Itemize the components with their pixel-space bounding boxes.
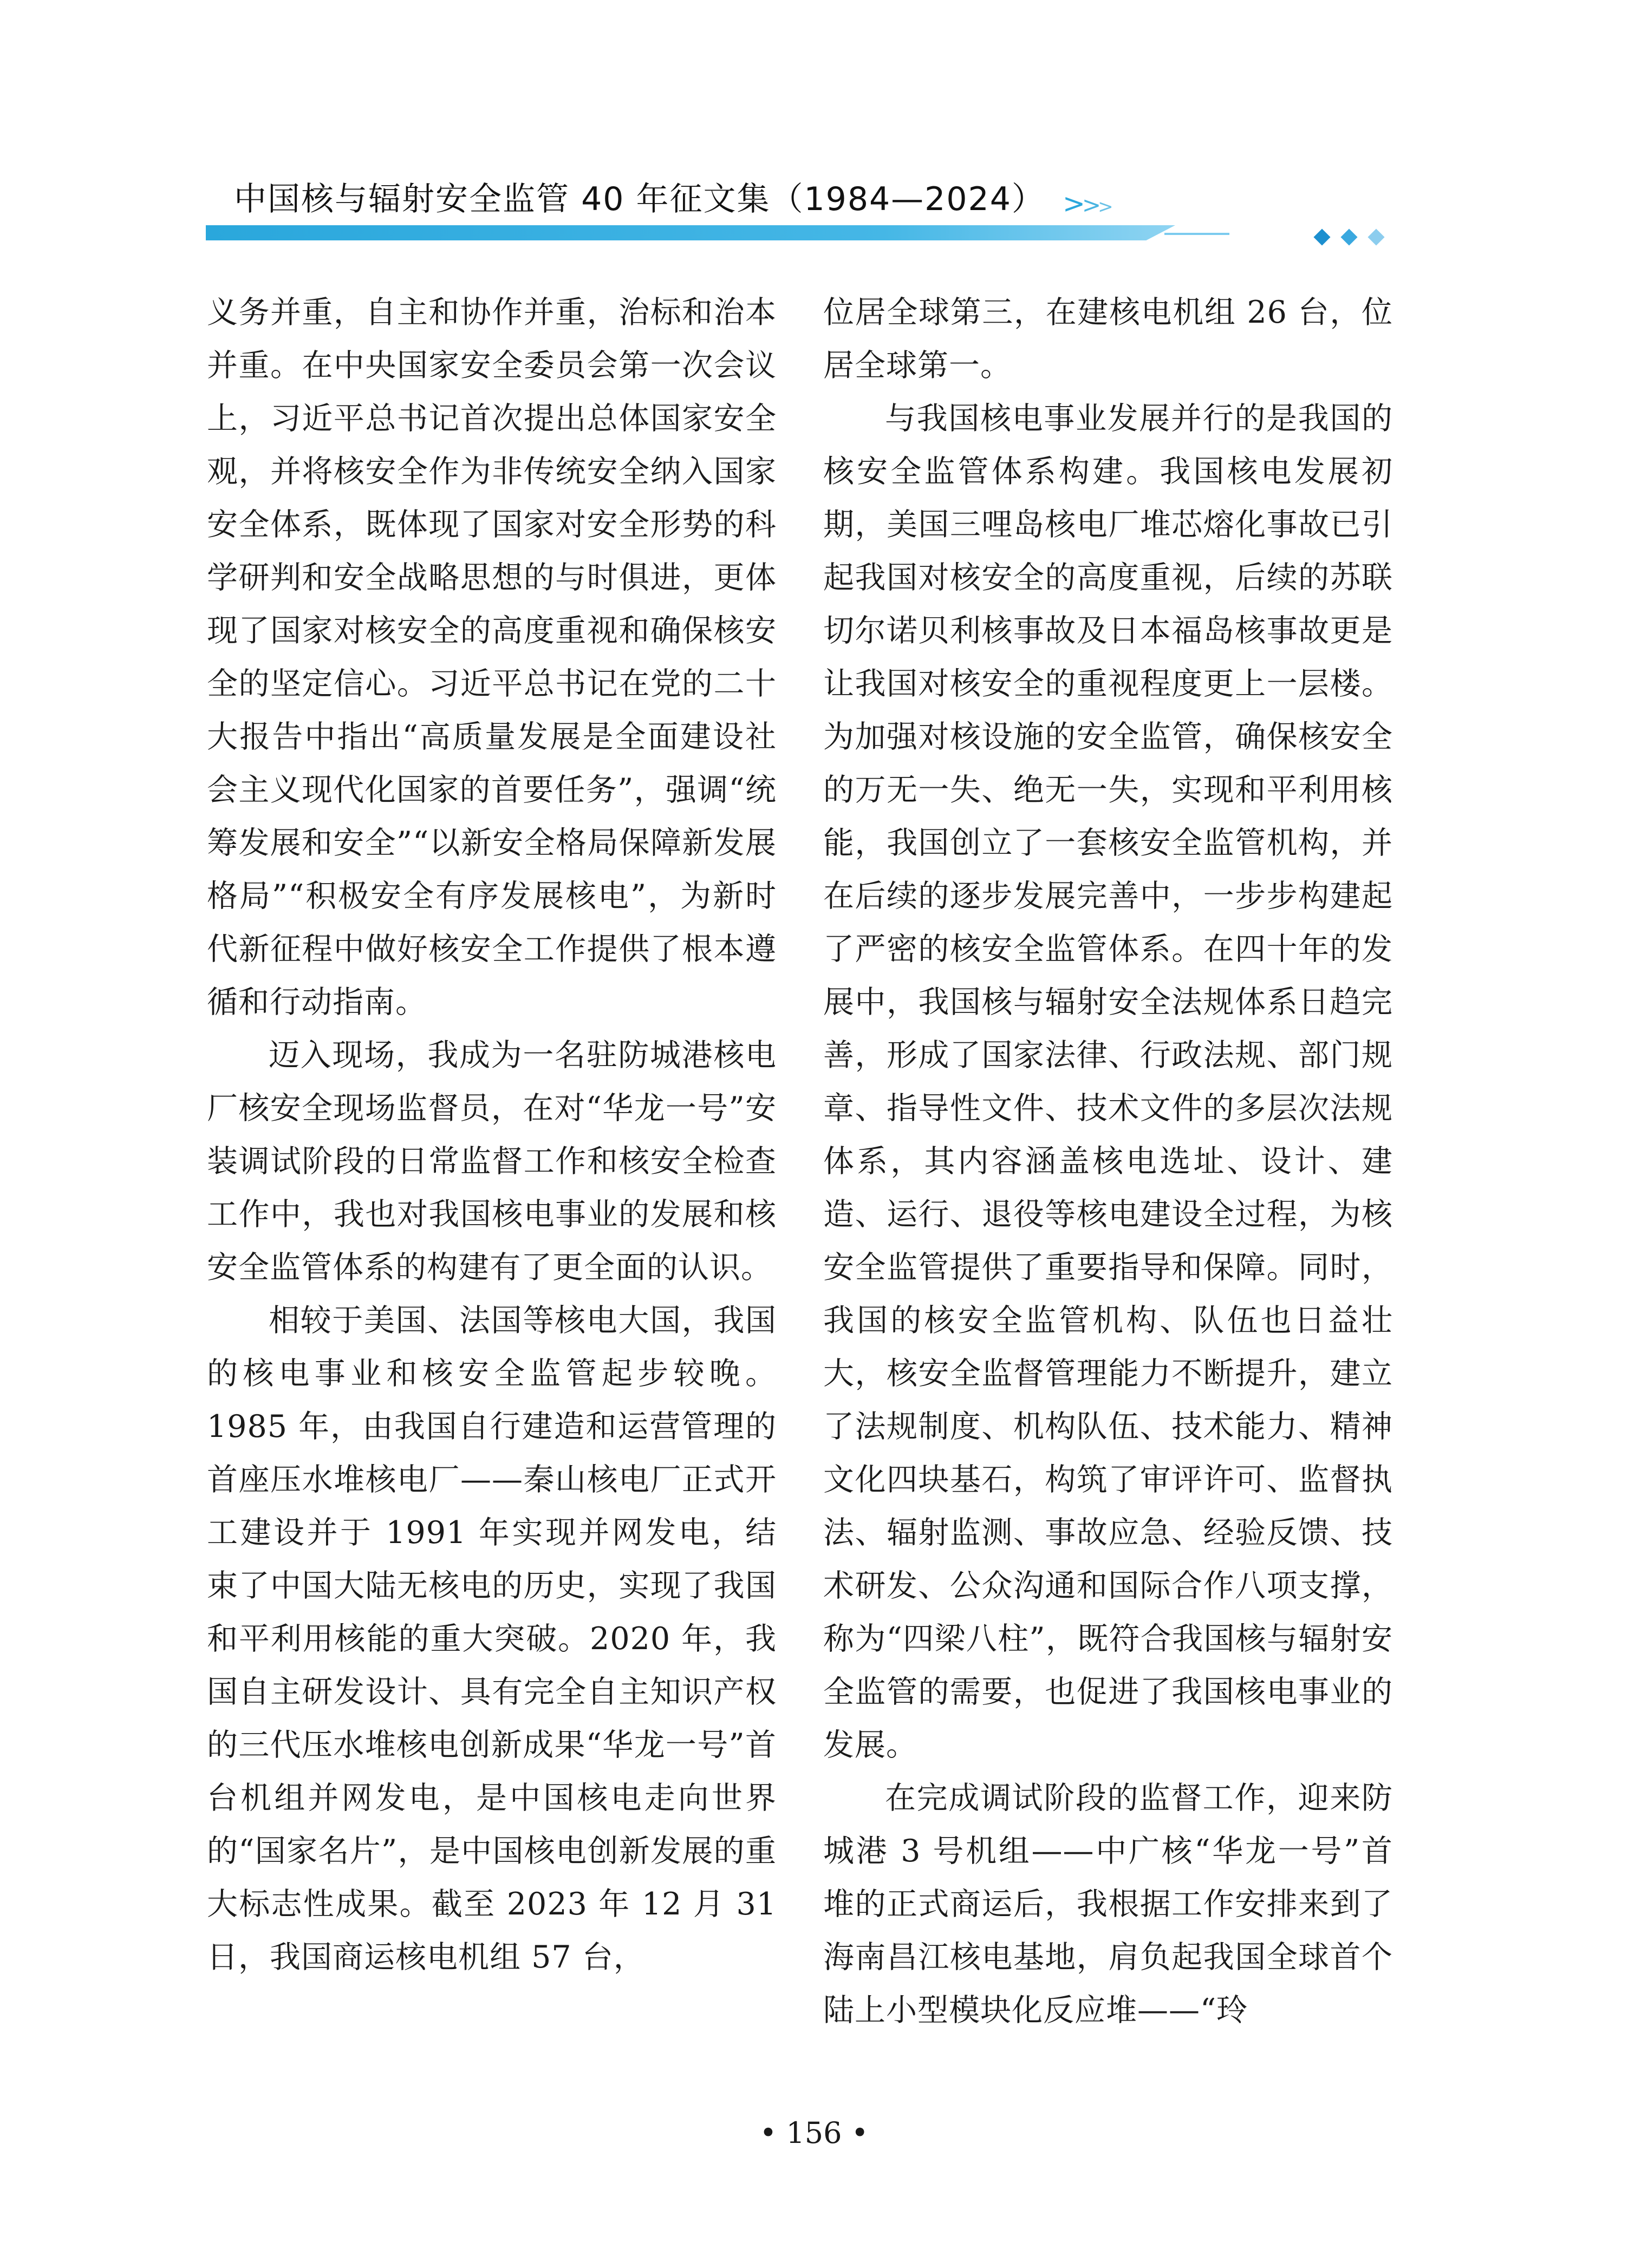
- left-column: [207, 286, 777, 1984]
- diamond-icon: [1313, 228, 1330, 245]
- paragraph: 与我国核电事业发展并行的是我国的核安全监管体系构建。我国核电发展初期，美国三哩岛核电厂堆芯熔化事故已引起我国对核安全的高度重视，后续的苏联切尔诺贝利核事故及日本福岛核事故更是让我国对核安全的重视程度更上一层楼。为加强对核设施的安全监管，确保核安全的万无一失、绝无一失，实现和平利用核能，我国创立了一套核安全监管机构，并在后续的逐步发展完善中，一步步构建起了严密的核安全监管体系。在四十年的发展中，我国核与辐射安全法规体系日趋完善，形成了国家法律、行政法规、部门规章、指导性文件、技术文件的多层次法规体系，其内容涵盖核电选址、设计、建造、运行、退役等核电建设全过程，为核安全监管提供了重要指导和保障。同时，我国的核安全监管机构、队伍也日益壮大，核安全监督管理能力不断提升，建立了法规制度、机构队伍、技术能力、精神文化四块基石，构筑了审评许可、监督执法、辐射监测、事故应急、经验反馈、技术研发、公众沟通和国际合作八项支撑，称为“四梁八柱”，既符合我国核与辐射安全监管的需要，也促进了我国核电事业的发展。: [823, 401, 1393, 1763]
- paragraph: 位居全球第三，在建核电机组 26 台，位居全球第一。: [823, 295, 1393, 383]
- right-column: [823, 286, 1393, 2037]
- chevron-right-icon: >>>: [1063, 188, 1110, 219]
- header-rule: [206, 225, 1175, 240]
- header-rule-tail: [1164, 233, 1229, 235]
- paragraph: 在完成调试阶段的监督工作，迎来防城港 3 号机组——中广核“华龙一号”首堆的正式商运后，我根据工作安排来到了海南昌江核电基地，肩负起我国全球首个陆上小型模块化反应堆——“玲: [823, 1780, 1393, 2028]
- page-number: • 156 •: [759, 2116, 869, 2150]
- paragraph: 迈入现场，我成为一名驻防城港核电厂核安全现场监督员，在对“华龙一号”安装调试阶段的日常监督工作和核安全检查工作中，我也对我国核电事业的发展和核安全监管体系的构建有了更全面的认识。: [207, 1037, 777, 1285]
- diamond-icon: [1340, 228, 1357, 245]
- running-header: [206, 172, 1397, 248]
- paragraph: 义务并重，自主和协作并重，治标和治本并重。在中央国家安全委员会第一次会议上，习近平总书记首次提出总体国家安全观，并将核安全作为非传统安全纳入国家安全体系，既体现了国家对安全形势的科学研判和安全战略思想的与时俱进，更体现了国家对核安全的高度重视和确保核安全的坚定信心。习近平总书记在党的二十大报告中指出“高质量发展是全面建设社会主义现代化国家的首要任务”，强调“统筹发展和安全”“以新安全格局保障新发展格局”“积极安全有序发展核电”，为新时代新征程中做好核安全工作提供了根本遵循和行动指南。: [207, 295, 777, 1020]
- diamond-icon: [1367, 228, 1384, 245]
- book-title: 中国核与辐射安全监管 40 年征文集（1984—2024）: [234, 180, 1045, 218]
- paragraph: 相较于美国、法国等核电大国，我国的核电事业和核安全监管起步较晚。1985 年，由我国自行建造和运营管理的首座压水堆核电厂——秦山核电厂正式开工建设并于 1991 年实现并网发电，结束了中国大陆无核电的历史，实现了我国和平利用核能的重大突破。2020 年，我国自主研发设计、具有完全自主知识产权的三代压水堆核电创新成果“华龙一号”首台机组并网发电，是中国核电走向世界的“国家名片”，是中国核电创新发展的重大标志性成果。截至 2023 年 12 月 31 日，我国商运核电机组 57 台，: [207, 1303, 777, 1975]
